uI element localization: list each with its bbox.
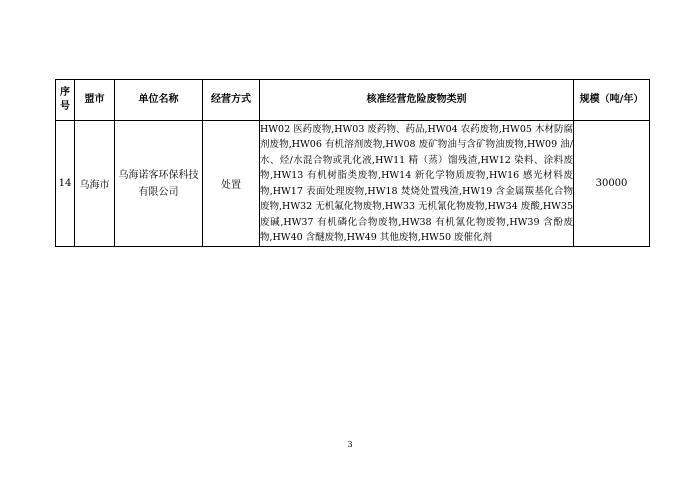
- header-league-city: 盟市: [75, 80, 115, 121]
- page-number: 3: [347, 440, 353, 449]
- header-scale: 规模（吨/年）: [574, 80, 650, 121]
- cell-categories: HW02 医药废物,HW03 废药物、药品,HW04 农药废物,HW05 木材防腐剂废物,HW06 有机溶剂废物,HW08 废矿物油与含矿物油废物,HW09 油/水、烃/水混合物或乳化液,HW11 精（蒸）馏残渣,HW12 染料、涂料废物,HW13 有机树脂类废物,HW14 新化学物质废物,HW16 感光材料废物,HW17 表面处理废物,HW18 焚烧处置残渣,HW19 含金属羰基化合物废物,HW32 无机氟化物废物,HW33 无机氰化物废物,HW34 废酸,HW35 废碱,HW37 有机磷化合物废物,HW38 有机氰化物废物,HW39 含酚废物,HW40 含醚废物,HW49 其他废物,HW50 废催化剂: [260, 121, 574, 247]
- hazardous-waste-permit-table: [55, 79, 650, 247]
- cell-unit-name: 乌海诺客环保科技有限公司: [115, 121, 203, 247]
- header-unit-name: 单位名称: [115, 80, 203, 121]
- header-seq: 序号: [56, 80, 75, 121]
- cell-league-city: 乌海市: [75, 121, 115, 247]
- table-row: [56, 121, 650, 247]
- header-categories: 核准经营危险废物类别: [260, 80, 574, 121]
- cell-seq: 14: [56, 121, 75, 247]
- header-operation-mode: 经营方式: [203, 80, 260, 121]
- table-header-row: [56, 80, 650, 121]
- cell-operation-mode: 处置: [203, 121, 260, 247]
- cell-scale: 30000: [574, 121, 650, 247]
